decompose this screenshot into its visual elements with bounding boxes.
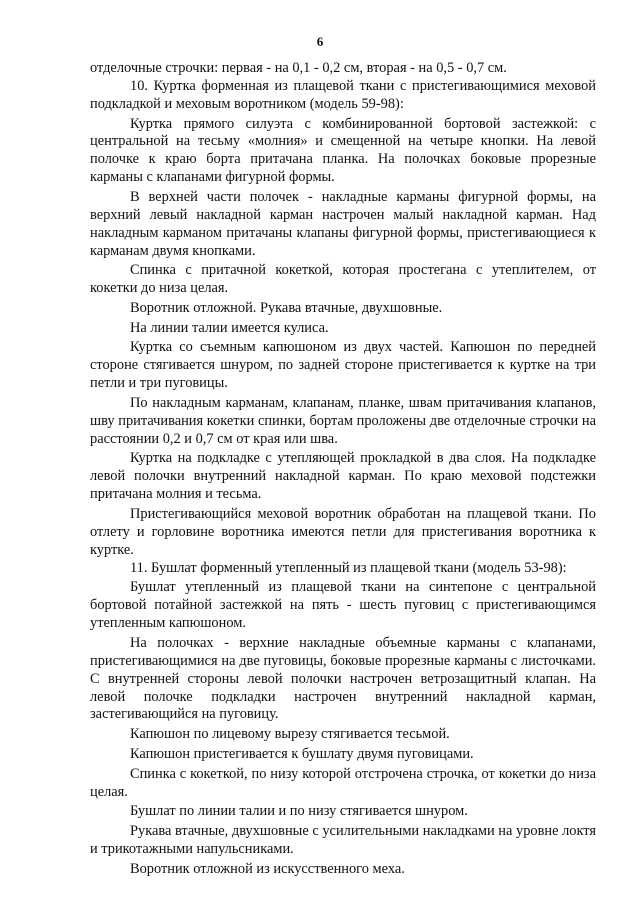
- document-body: [90, 60, 596, 878]
- paragraph: Капюшон по лицевому вырезу стягивается тесьмой.: [130, 726, 450, 743]
- paragraph: По накладным карманам, клапанам, планке, швам притачивания клапанов, шву притачивания кокетки спинки, бортам проложены две отделочные строчки на расстоянии 0,2 и 0,7 см от края или шва.: [90, 394, 596, 447]
- paragraph: Капюшон пристегивается к бушлату двумя пуговицами.: [130, 745, 474, 762]
- paragraph: Бушлат по линии талии и по низу стягивается шнуром.: [130, 803, 468, 820]
- paragraph: На линии талии имеется кулиса.: [130, 319, 329, 336]
- paragraph-item-10-heading: 10. Куртка форменная из плащевой ткани с пристегивающимися меховой подкладкой и меховым воротником (модель 59-98):: [90, 77, 596, 112]
- paragraph: В верхней части полочек - накладные карманы фигурной формы, на верхний левый накладной карман настрочен малый накладной карман. Над накладным карманом притачаны клапаны фигурной формы, пристегивающиеся к карманам двумя кнопками.: [90, 188, 596, 259]
- paragraph: Воротник отложной из искусственного меха.: [130, 860, 405, 877]
- paragraph-continuation: отделочные строчки: первая - на 0,1 - 0,2 см, вторая - на 0,5 - 0,7 см.: [90, 60, 507, 76]
- paragraph: Спинка с кокеткой, по низу которой отстрочена строчка, от кокетки до низа целая.: [90, 765, 596, 800]
- paragraph: Куртка прямого силуэта с комбинированной бортовой застежкой: с центральной на тесьму «молния» и смещенной на четыре кнопки. На левой полочке к краю борта притачана планка. На полочках боковые прорезные карманы с клапанами фигурной формы.: [90, 115, 596, 186]
- paragraph-item-11-heading: 11. Бушлат форменный утепленный из плащевой ткани (модель 53-98):: [130, 559, 567, 576]
- paragraph: Куртка на подкладке с утепляющей прокладкой в два слоя. На подкладке левой полочки внутренний накладной карман. По краю меховой подстежки притачана молния и тесьма.: [90, 450, 596, 503]
- paragraph: Куртка со съемным капюшоном из двух частей. Капюшон по передней стороне стягивается шнуром, по задней стороне пристегивается к куртке на три петли и три пуговицы.: [90, 339, 596, 392]
- paragraph: Спинка с притачной кокеткой, которая простегана с утеплителем, от кокетки до низа целая.: [90, 262, 596, 297]
- paragraph: Воротник отложной. Рукава втачные, двухшовные.: [130, 299, 443, 316]
- paragraph: Пристегивающийся меховой воротник обработан на плащевой ткани. По отлету и горловине воротника имеются петли для пристегивания воротника к куртке.: [90, 505, 596, 558]
- paragraph: Рукава втачные, двухшовные с усилительными накладками на уровне локтя и трикотажными напульсниками.: [90, 822, 596, 857]
- page-number: 6: [316, 34, 324, 49]
- paragraph: На полочках - верхние накладные объемные карманы с клапанами, пристегивающимися на две пуговицы, боковые прорезные карманы с листочками. С внутренней стороны левой полочки настрочен ветрозащитный клапан. На левой полочке подкладки настрочен внутренний накладной карман, застегивающийся на пуговицу.: [90, 634, 596, 723]
- paragraph: Бушлат утепленный из плащевой ткани на синтепоне с центральной бортовой потайной застежкой на пять - шесть пуговиц с пристегивающимся утепленным капюшоном.: [90, 579, 596, 632]
